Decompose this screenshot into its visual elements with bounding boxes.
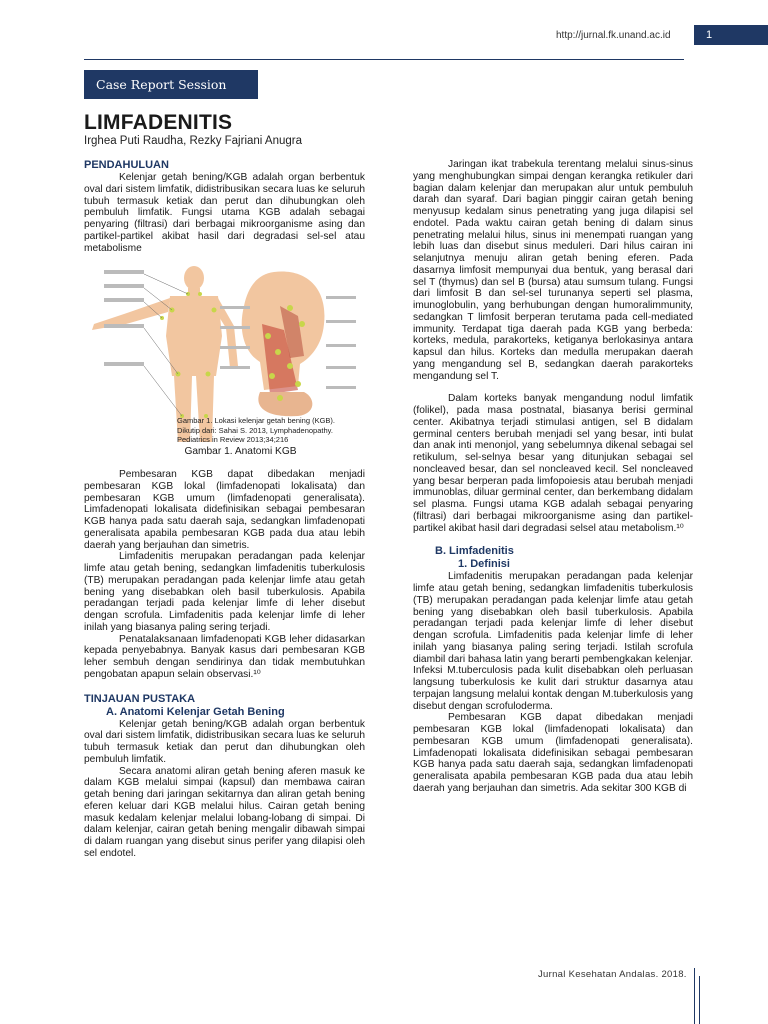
paragraph-korteks: Dalam korteks banyak mengandung nodul limfatik (folikel), pada masa postnatal, biasanya berisi germinal center. Akibatnya terjadi stimulasi antigen, sel B didalam germinal centers berubah menjadi sel yang besar, inti bulat dan anak inti menonjol, yang sebelumnya dikenal sebagai sel retikulum, sel-selnya besar yang ditunjukan sebagai sel noncleaved besar, dan sel noncleaved kecil. Sel noncleaved yang besar berperan pada limfopoiesis atau berubah menjadi immunoblas, diluar germinal center, dan berkembang didalam sel plasma. Fungsi utama KGB adalah sebagai penyaring (filtrasi) dari berbagai mikroorganisme asing dan partikel-partikel akibat hasil dari degradasi selsel atau metabolism.¹⁰	[413, 393, 693, 534]
heading-anatomi: A. Anatomi Kelenjar Getah Bening	[106, 705, 285, 718]
paragraph-anatomi-2: Secara anatomi aliran getah bening aferen masuk ke dalam KGB melalui simpai (kapsul) dan membawa cairan getah bening dari jaringan sekitarnya dan aliran getah bening eferen keluar dari KGB melalui hilus. Cairan getah bening masuk kedalam kelenjar melalui lobang-lobang di simpai. Di dalam kelenjar, cairan getah bening mengalir dibawah simpai di dalam ruangan yang disebut sinus perifer yang dilapisi oleh sel endotel.	[84, 765, 365, 859]
figure-caption: Gambar 1. Anatomi KGB	[184, 446, 297, 457]
header-divider	[84, 59, 684, 60]
heading-limfadenitis: B. Limfadenitis	[435, 545, 514, 558]
figure-inner-caption-2: Dikutip dari: Sahai S. 2013, Lymphadenopathy. Pediatrics in Review 2013;34;216	[177, 426, 333, 444]
footer-rule-1	[694, 968, 695, 1024]
paragraph-pembesaran-right: Pembesaran KGB dapat dibedakan menjadi pembesaran KGB lokal (limfadenopati lokalisata) dan pembesaran KGB umum (limfadenopati generalisata). Limfadenopati lokalisata didefinisikan sebagai pembesaran KGB hanya pada satu daerah saja, sedangkan limfadenopati generalisata apabila pembesaran KGB pada dua atau lebih daerah yang berjauhan dan simetris. Ada sekitar 300 KGB di	[413, 712, 693, 794]
paragraph-pembesaran: Pembesaran KGB dapat dibedakan menjadi pembesaran KGB lokal (limfadenopati lokalisata) dan pembesaran KGB umum (limfadenopati generalisata). Limfadenopati lokalisata didefinisikan sebagai pembesaran KGB hanya pada satu daerah saja, sedangkan limfadenopati generalisata apabila pembesaran KGB pada dua atau lebih daerah yang berjauhan dan simetris.	[84, 469, 365, 551]
footer-journal: Jurnal Kesehatan Andalas. 2018.	[538, 969, 687, 980]
left-column-bottom	[84, 469, 365, 860]
paragraph-definisi: Limfadenitis merupakan peradangan pada kelenjar limfe atau getah bening, sedangkan limfadenitis tuberkulosis (TB) merupakan peradangan pada kelenjar limfe atau getah bening yang disebabkan oleh basil tuberkulosis. Apabila peradangan terjadi pada kelenjar limfe di leher disebut dengan scrofula. Limfadenitis pada kelenjar limfe di leher inilah yang biasanya paling sering terjadi. Istilah scrofula diambil dari bahasa latin yang berarti pembengkakan kelenjar. Infeksi M.tuberculosis pada kulit disebabkan oleh perluasan langsung tuberkulosis ke kulit dari struktur dasarnya atau terpajan langsung melalui kontak dengan M.tuberkulosis yang disebut dengan scrofuloderma.	[413, 571, 693, 712]
intro-paragraph: Kelenjar getah bening/KGB adalah organ berbentuk oval dari sistem limfatik, didistribusikan secara luas ke seluruh tubuh termasuk ketiak dan perut dan dihubungkan oleh pembuluh limfatik. Fungsi utama KGB adalah sebagai penyaring (filtrasi) dari berbagai mikroorganisme asing dan partikel-partikel akibat hasil dari degradasi sel-sel atau metabolisme	[84, 172, 365, 254]
section-label-box	[84, 70, 258, 99]
left-column-top	[84, 159, 365, 254]
journal-url[interactable]: http://jurnal.fk.unand.ac.id	[556, 30, 671, 41]
heading-definisi: 1. Definisi	[458, 558, 510, 571]
figure-inner-caption-1: Gambar 1. Lokasi kelenjar getah bening (KGB).	[177, 416, 336, 425]
page-number: 1	[694, 25, 768, 45]
paragraph-limfadenitis: Limfadenitis merupakan peradangan pada kelenjar limfe atau getah bening, sedangkan limfadenitis tuberkulosis (TB) merupakan peradangan pada kelenjar limfe atau getah bening yang disebabkan oleh basil tuberkulosis. Apabila peradangan terjadi pada kelenjar limfe di leher disebut dengan scrofula. Limfadenitis pada kelenjar limfe di leher inilah yang biasanya paling sering terjadi.	[84, 551, 365, 633]
head-neck-illustration	[220, 271, 356, 416]
heading-tinjauan-pustaka: TINJAUAN PUSTAKA	[84, 692, 196, 705]
paragraph-anatomi-1: Kelenjar getah bening/KGB adalah organ berbentuk oval dari sistem limfatik, didistribusikan secara luas ke seluruh tubuh termasuk ketiak dan perut dan dihubungkan oleh pembuluh limfatik.	[84, 718, 365, 765]
paragraph-trabekula: Jaringan ikat trabekula terentang melalui sinus-sinus yang menghubungkan simpai dengan kerangka retikuler dari bagian dalam kelenjar dan merupakan alur untuk pembuluh darah dan syaraf. Dari bagian pinggir cairan getah bening menyusup kedalam sinus penetrating yang juga dilapisi sel endotel. Pada waktu cairan getah bening di dalam sinus penetrating melalui hilus, sinus ini menempati ruangan yang lebih luas dan disebut sinus meduleri. Dari hilus cairan ini selanjutnya menuju aliran getah bening eferen. Pada dasarnya limfosit mempunyai dua bentuk, yang berasal dari sel T (thymus) dan sel B (bursa) atau sumsum tulang. Fungsi dari limfosit B dan sel-sel turunanya seperti sel plasma, imunoglobulin, yang berhubungan dengan humoralimmunity, sedangkan T limfosit berperan terutama pada cell-mediated immunity. Terdapat tiga daerah pada KGB yang berbeda: korteks, medula, parakorteks, ketiganya berlokasinya antara kapsul dan hilus. Korteks dan medulla merupakan daerah yang mengandung sel B, sedangkan daerah parakorteks mengandung sel T.	[413, 159, 693, 382]
right-column	[413, 159, 693, 795]
article-authors: Irghea Puti Raudha, Rezky Fajriani Anugra	[84, 135, 302, 147]
section-label: Case Report Session	[96, 77, 227, 92]
paragraph-penatalaksanaan: Penatalaksanaan limfadenopati KGB leher didasarkan kepada penyebabnya. Banyak kasus dari pembesaran KGB leher sembuh dengan sendirinya dan tidak membutuhkan pengobatan apapun selain observasi.¹⁰	[84, 633, 365, 680]
footer-rule-2	[699, 976, 700, 1024]
article-title: LIMFADENITIS	[84, 111, 233, 134]
heading-pendahuluan: PENDAHULUAN	[84, 159, 169, 171]
